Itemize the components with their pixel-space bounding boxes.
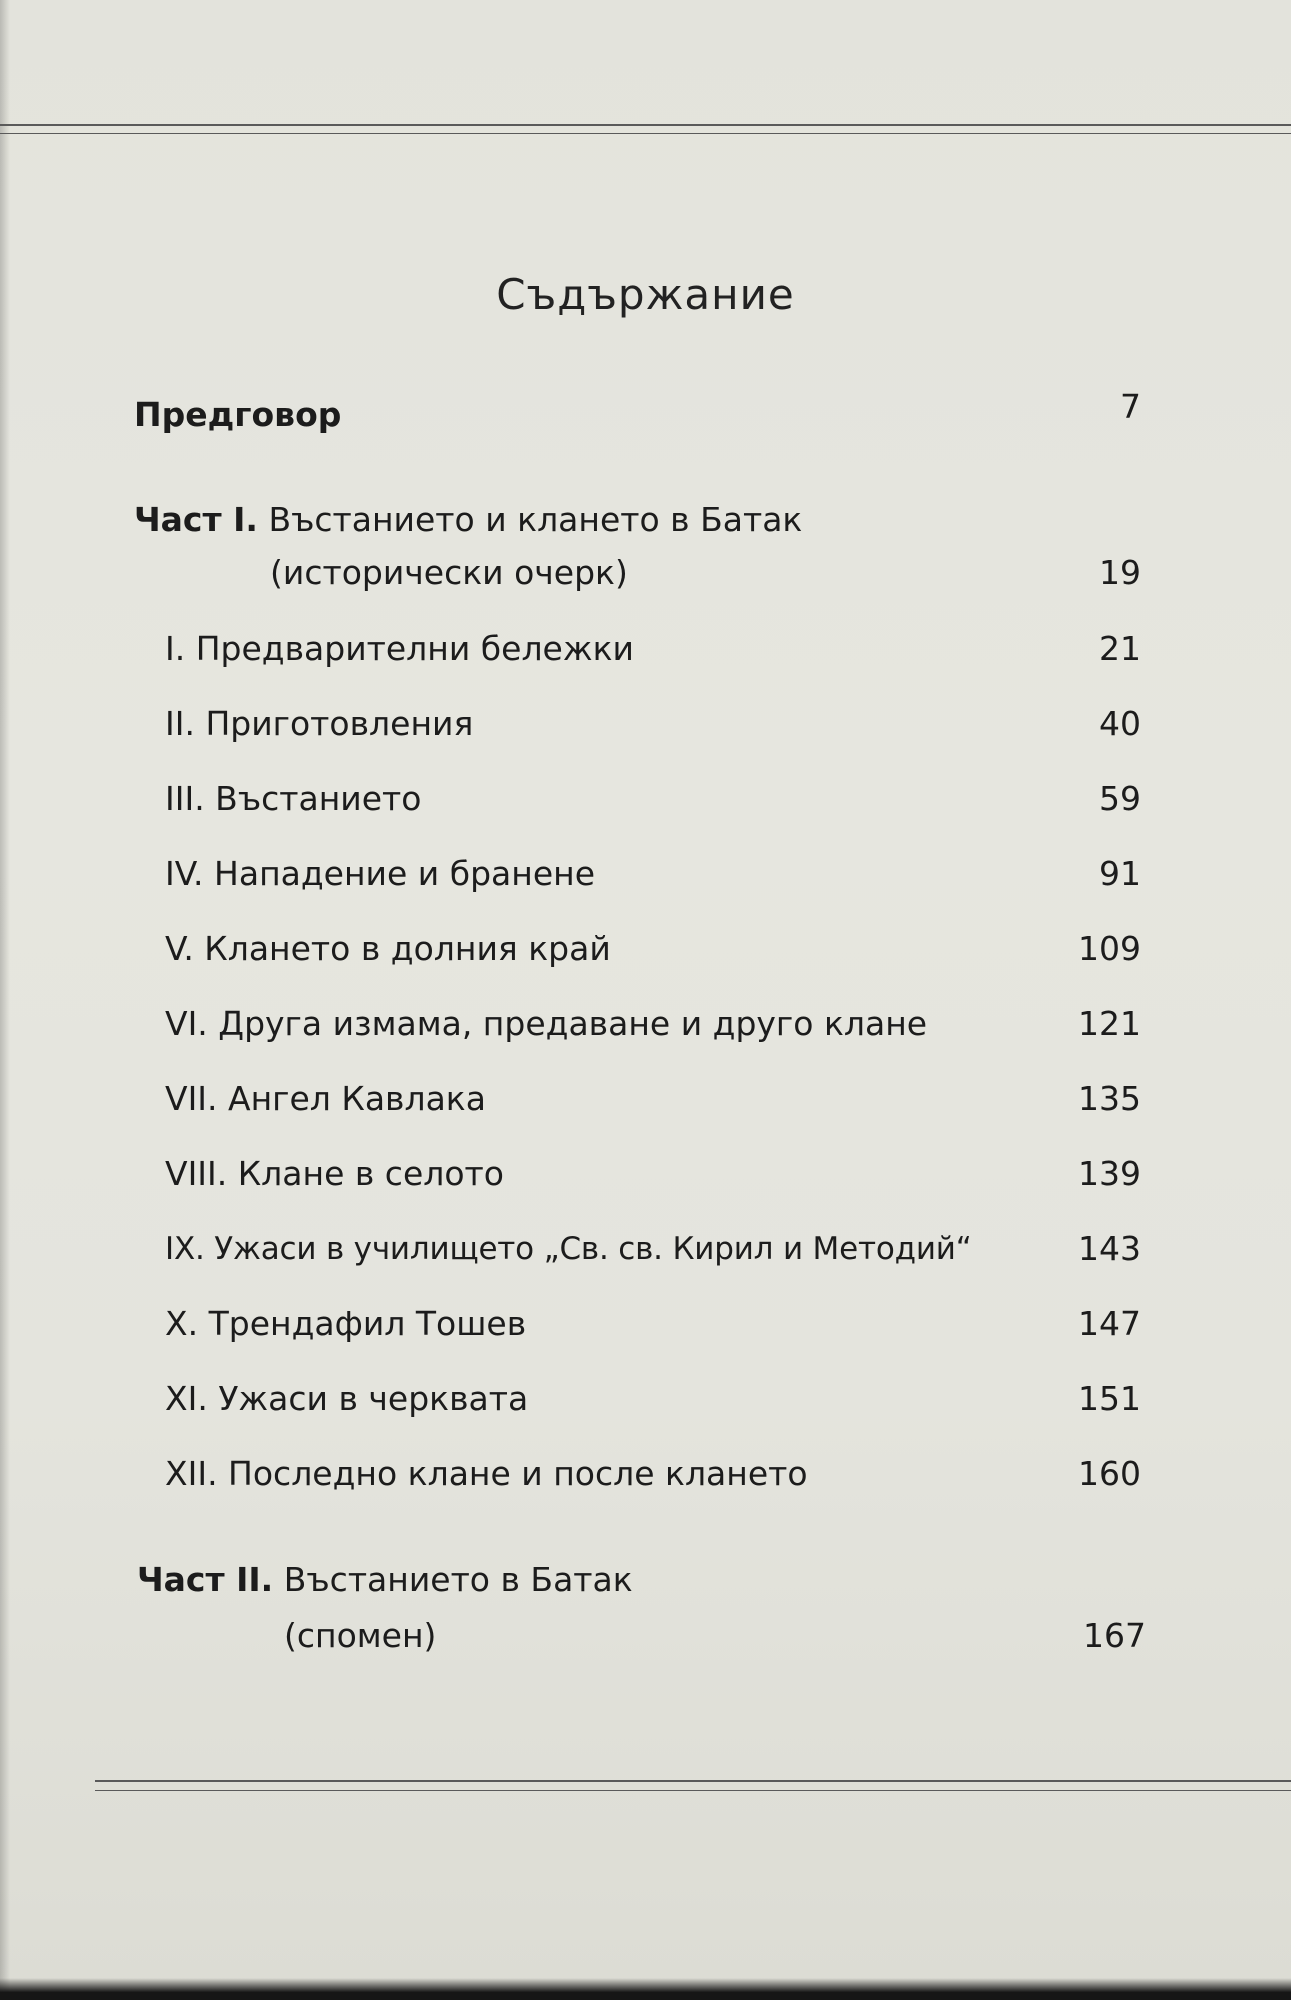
toc-label: V. Клането в долния край	[165, 929, 611, 968]
toc-entry-chapter	[0, 849, 1291, 899]
toc-label: III. Въстанието	[165, 779, 422, 818]
toc-entry-part2-subtitle	[0, 1611, 1291, 1661]
part-title: Въстанието в Батак	[283, 1560, 633, 1599]
toc-entry-chapter	[0, 1299, 1291, 1349]
toc-page-number: 147	[1078, 1304, 1141, 1343]
toc-entry-chapter	[0, 699, 1291, 749]
toc-page-number: 167	[1083, 1616, 1146, 1655]
toc-entry-chapter	[0, 1224, 1291, 1274]
toc-page-number: 59	[1099, 779, 1141, 818]
toc-entry-chapter	[0, 1449, 1291, 1499]
toc-label	[137, 1555, 633, 1605]
bottom-rule-second	[95, 1790, 1291, 1791]
part-title: Въстанието и клането в Батак	[268, 500, 803, 539]
toc-entry-part2	[0, 1555, 1291, 1605]
part-prefix: Част II.	[137, 1560, 274, 1599]
toc-entry-chapter	[0, 1149, 1291, 1199]
top-rule-second	[0, 133, 1291, 134]
toc-page-number: 135	[1078, 1079, 1141, 1118]
toc-page-number: 91	[1099, 854, 1141, 893]
page-bottom-shadow	[0, 1978, 1291, 2000]
toc-entry-chapter	[0, 999, 1291, 1049]
toc-entry-part1-subtitle	[0, 548, 1291, 598]
toc-label	[134, 495, 802, 545]
toc-page-number: 151	[1078, 1379, 1141, 1418]
bottom-rule	[95, 1780, 1291, 1782]
toc-entry-chapter	[0, 624, 1291, 674]
toc-page-number: 7	[1120, 387, 1141, 426]
toc-page-number: 121	[1078, 1004, 1141, 1043]
top-rule	[0, 124, 1291, 126]
part-subtitle: (исторически очерк)	[270, 553, 628, 592]
toc-page-number: 143	[1078, 1229, 1141, 1268]
page-title: Съдържание	[496, 270, 795, 319]
toc-label: I. Предварителни бележки	[165, 629, 634, 668]
toc-entry-chapter	[0, 924, 1291, 974]
toc-page-number: 139	[1078, 1154, 1141, 1193]
toc-page-number: 160	[1078, 1454, 1141, 1493]
toc-label: XI. Ужаси в черквата	[165, 1379, 529, 1418]
toc-entry-chapter	[0, 1074, 1291, 1124]
toc-page-number: 109	[1078, 929, 1141, 968]
toc-entry-chapter	[0, 1374, 1291, 1424]
toc-page-number: 40	[1099, 704, 1141, 743]
part-prefix: Част I.	[134, 500, 258, 539]
toc-label: VII. Ангел Кавлака	[165, 1079, 486, 1118]
toc-label: IX. Ужаси в училището „Св. св. Кирил и Методий“	[165, 1231, 972, 1267]
toc-label: X. Трендафил Тошев	[165, 1304, 527, 1343]
toc-entry-chapter	[0, 774, 1291, 824]
toc-page-number: 19	[1099, 553, 1141, 592]
toc-entry-preface	[0, 387, 1291, 440]
toc-label: XII. Последно клане и после клането	[165, 1454, 808, 1493]
toc-label: IV. Нападение и бранене	[165, 854, 596, 893]
toc-entry-part1	[0, 495, 1291, 545]
toc-label: Предговор	[134, 395, 342, 434]
toc-page-number: 21	[1099, 629, 1141, 668]
toc-label: II. Приготовления	[165, 704, 474, 743]
toc-label: VIII. Клане в селото	[165, 1154, 504, 1193]
toc-label: VI. Друга измама, предаване и друго клане	[165, 1004, 928, 1043]
part-subtitle: (спомен)	[284, 1616, 437, 1655]
